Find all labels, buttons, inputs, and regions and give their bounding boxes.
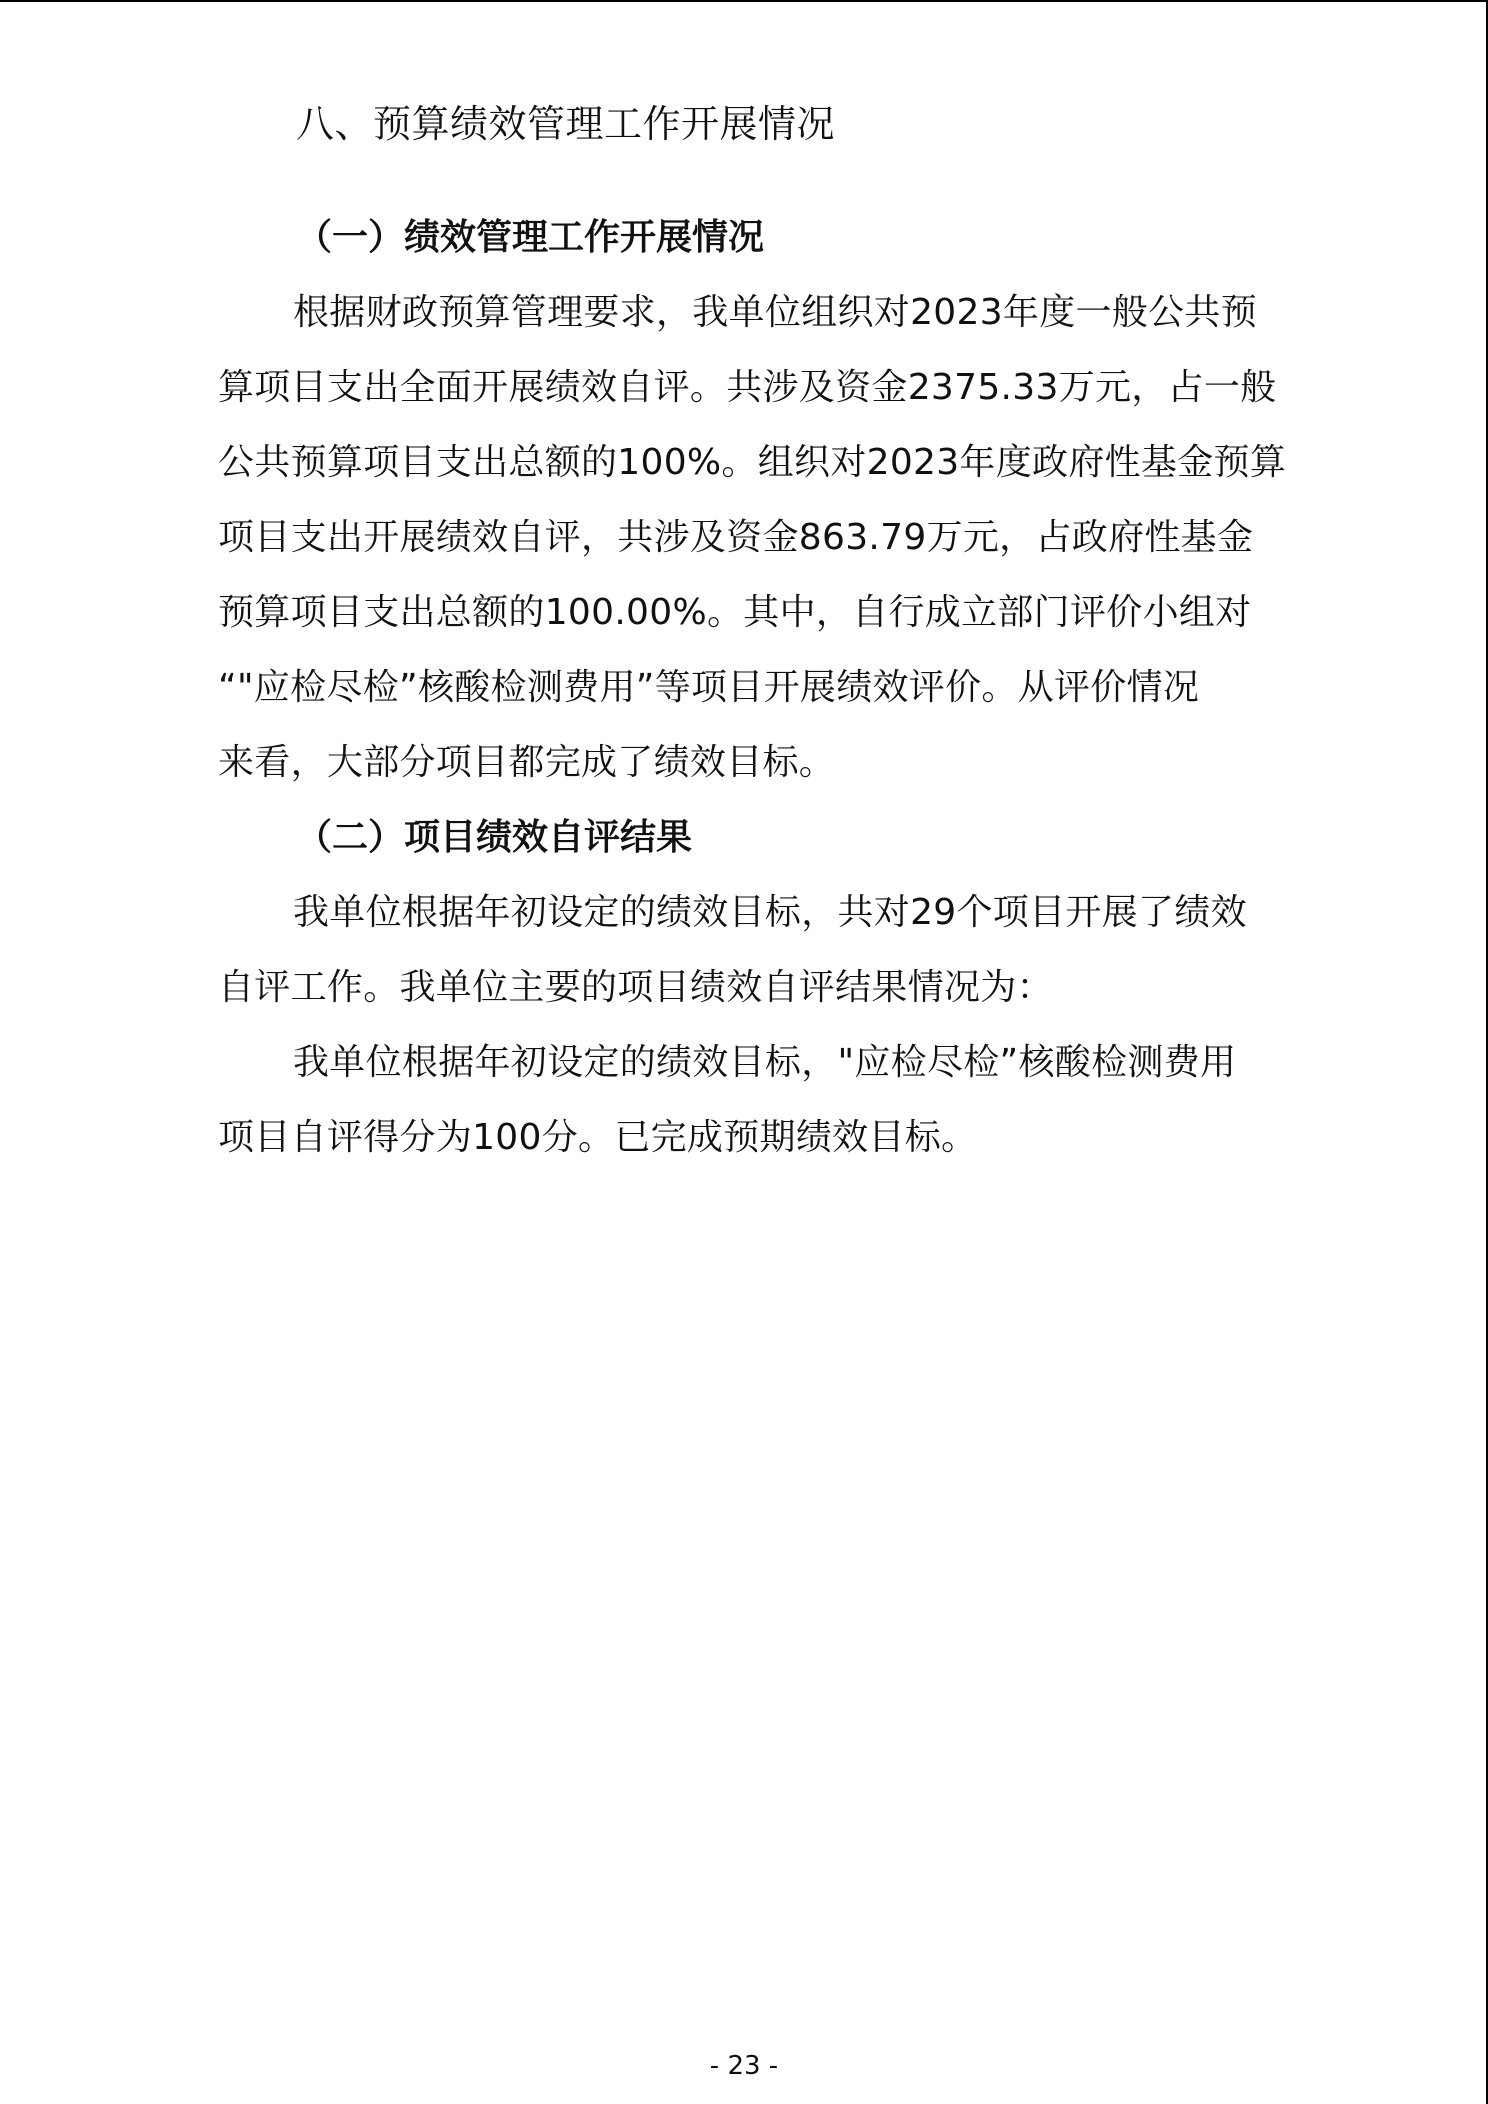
subsection-1-title: （一）绩效管理工作开展情况 (296, 217, 765, 258)
paragraph-line: 我单位根据年初设定的绩效目标，共对29个项目开展了绩效 (293, 892, 1247, 933)
paragraph-line: 自评工作。我单位主要的项目绩效自评结果情况为： (218, 967, 1053, 1008)
paragraph-line: 公共预算项目支出总额的100%。组织对2023年度政府性基金预算 (218, 442, 1287, 483)
paragraph-line: 项目自评得分为100分。已完成预期绩效目标。 (218, 1117, 978, 1158)
paragraph-line: 项目支出开展绩效自评，共涉及资金863.79万元，占政府性基金 (218, 517, 1254, 558)
subsection-2-paragraph-2 (218, 1025, 1288, 1175)
paragraph-line: 来看，大部分项目都完成了绩效目标。 (218, 742, 836, 783)
section-heading: 八、预算绩效管理工作开展情况 (296, 102, 836, 146)
subsection-1-paragraph (218, 275, 1288, 800)
paragraph-line: 根据财政预算管理要求，我单位组织对2023年度一般公共预 (293, 292, 1258, 333)
page-number: - 23 - (709, 2051, 779, 2081)
paragraph-line: “"应检尽检”核酸检测费用”等项目开展绩效评价。从评价情况 (218, 667, 1200, 708)
paragraph-line: 预算项目支出总额的100.00%。其中，自行成立部门评价小组对 (218, 592, 1252, 633)
paragraph-line: 我单位根据年初设定的绩效目标，"应检尽检”核酸检测费用 (293, 1042, 1237, 1083)
page-content (218, 92, 1288, 1175)
paragraph-line: 算项目支出全面开展绩效自评。共涉及资金2375.33万元，占一般 (218, 367, 1277, 408)
subsection-2-paragraph-1 (218, 875, 1288, 1025)
subsection-2-title: （二）项目绩效自评结果 (296, 817, 693, 858)
